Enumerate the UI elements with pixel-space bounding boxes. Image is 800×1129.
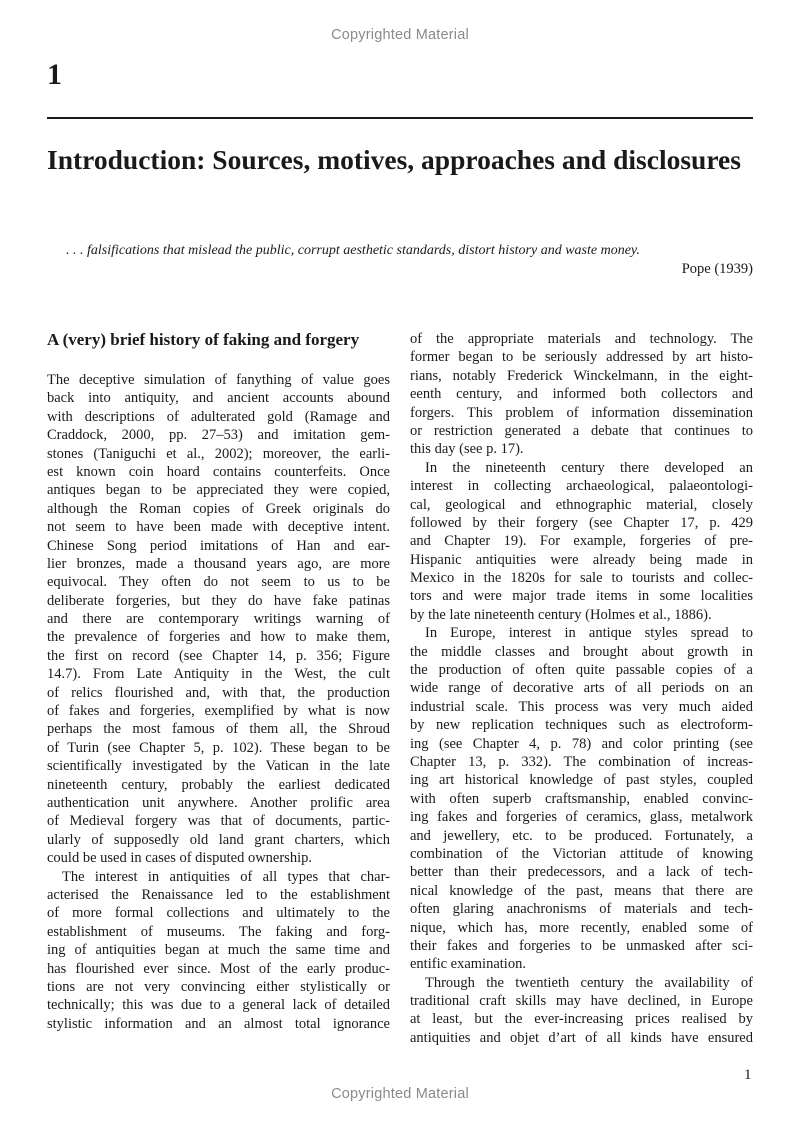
text-line: interest in collecting archaeological, palaeontologi- — [410, 478, 753, 495]
text-line: by the late nineteenth century (Holmes et al., 1886). — [410, 606, 712, 623]
text-line: Chapter 13, p. 332). The combination of increas- — [410, 753, 753, 770]
text-line: could be used in cases of disputed ownership. — [47, 850, 312, 867]
text-line: their fakes and forgeries to be unmasked after sci- — [410, 937, 753, 954]
text-line: ularly of supposedly old land grant charters, which — [47, 831, 390, 848]
text-line: and there are contemporary writings warning of — [47, 611, 390, 628]
text-line: industrial scale. This process was very much aided — [410, 698, 753, 715]
text-line: by new replication techniques such as electroform- — [410, 717, 753, 734]
text-line: former began to be seriously addressed by art histo- — [410, 349, 753, 366]
text-line: nique, which has, more recently, enabled some of — [410, 919, 753, 936]
text-line: and Chapter 19). For example, forgeries of pre- — [410, 533, 753, 550]
text-line: the production of often quite passable copies of a — [410, 662, 753, 679]
text-line: has flourished ever since. Most of the early produc- — [47, 960, 390, 977]
text-line: ing of antiquities began at much the same time and — [47, 942, 390, 959]
text-line: scientifically investigated by the Vatican in the late — [47, 758, 390, 775]
text-line: the first on record (see Chapter 14, p. 356; Figure — [47, 647, 390, 664]
text-line: In the nineteenth century there developed an — [425, 459, 753, 476]
text-line: est known coin hoard contains counterfeits. Once — [47, 463, 390, 480]
text-line: In Europe, interest in antique styles spread to — [425, 625, 753, 642]
epigraph-source: Pope (1939) — [681, 261, 753, 277]
text-line: Through the twentieth century the availability of — [425, 974, 753, 991]
section-heading: A (very) brief history of faking and forgery — [47, 330, 360, 349]
text-line: of relics flourished and, with that, the production — [47, 684, 390, 701]
text-line: or restriction generated a debate that continues to — [410, 422, 753, 439]
page-number: 1 — [744, 1067, 752, 1083]
text-line: The deceptive simulation of fanything of value goes — [47, 372, 390, 388]
epigraph-quote: . . . falsifications that mislead the public, corrupt aesthetic standards, distort history and waste money. — [66, 243, 640, 258]
text-line: followed by their forgery (see Chapter 17, p. 429 — [410, 514, 753, 531]
copyright-watermark-bottom: Copyrighted Material — [331, 1086, 469, 1102]
text-line: acterised the Renaissance led to the establishment — [47, 886, 390, 903]
text-line: nineteenth century, probably the earliest dedicated — [47, 776, 390, 793]
text-line: Chinese Song period imitations of Han and ear- — [47, 537, 390, 554]
text-line: not seem to have been made with deceptive intent. — [47, 519, 390, 536]
text-line: ing fakes and forgeries of ceramics, glass, metalwork — [410, 809, 753, 826]
text-line: with often superb craftsmanship, enabled convinc- — [410, 790, 753, 807]
text-line: The interest in antiquities of all types that char- — [62, 868, 390, 885]
chapter-divider-rule — [47, 117, 753, 119]
text-line: of the appropriate materials and technology. The — [410, 331, 753, 347]
text-line: tions are not very convincing either stylistically or — [47, 978, 390, 995]
text-line: better than their predecessors, and a lack of tech- — [410, 864, 753, 881]
text-line: back into antiquity, and ancient accounts abound — [47, 390, 390, 407]
text-line: often glaring anachronisms of materials and tech- — [410, 901, 753, 918]
text-line: stylistic information and an almost total ignorance — [47, 1015, 390, 1032]
right-column-text — [410, 330, 753, 1047]
text-line: stones (Taniguchi et al., 2002); moreover, the earli- — [47, 445, 390, 462]
text-line: wide range of decorative arts of all periods on an — [410, 680, 753, 697]
left-column-text — [47, 371, 390, 1033]
text-line: of Turin (see Chapter 5, p. 102). These began to be — [47, 739, 390, 756]
text-line: perhaps the most famous of them all, the Shroud — [47, 721, 390, 738]
text-line: Craddock, 2000, pp. 27–53) and imitation gem- — [47, 427, 390, 444]
text-line: technically; this was due to a general lack of detailed — [47, 997, 390, 1014]
text-line: Mexico in the 1820s for sale to tourists and collec- — [410, 570, 753, 587]
text-line: at least, but the ever-increasing prices realised by — [410, 1011, 753, 1028]
right-column — [410, 330, 753, 1047]
text-line: of Medieval forgery was that of documents, partic- — [47, 813, 390, 830]
text-line: antiquities and objet d’art of all kinds have ensured — [410, 1029, 753, 1046]
text-line: cal, geological and ethnographic material, closely — [410, 496, 753, 513]
text-line: establishment of museums. The faking and forg- — [47, 923, 390, 940]
text-line: forgers. This problem of information dissemination — [410, 404, 753, 421]
chapter-title: Introduction: Sources, motives, approaches and disclosures — [47, 144, 741, 175]
left-column — [47, 330, 390, 1033]
text-line: equivocal. They often do not seem to us to be — [47, 574, 390, 591]
copyright-watermark-top: Copyrighted Material — [331, 27, 469, 43]
text-line: rians, notably Frederick Winckelmann, in the eight- — [410, 367, 753, 384]
text-line: eenth century, and informed both collectors and — [410, 386, 753, 403]
text-line: the middle classes and brought about growth in — [410, 643, 753, 660]
text-line: entific examination. — [410, 956, 526, 973]
text-line: the prevalence of forgeries and how to make them, — [47, 629, 390, 646]
text-line: of more formal collections and ultimately to the — [47, 905, 390, 922]
text-line: nical knowledge of the past, means that there are — [410, 882, 753, 899]
text-line: 14.7). From Late Antiquity in the West, the cult — [47, 666, 390, 683]
text-line: with descriptions of adulterated gold (Ramage and — [47, 408, 390, 425]
text-line: lier bronzes, made a thousand years ago, are more — [47, 555, 390, 572]
text-line: deliberate forgeries, but they do have fake patinas — [47, 592, 390, 609]
text-line: traditional craft skills may have declined, in Europe — [410, 993, 753, 1010]
text-line: although the Roman copies of Greek originals do — [47, 500, 390, 517]
text-line: authentication unit anywhere. Another prolific area — [47, 794, 390, 811]
chapter-number: 1 — [47, 58, 62, 91]
text-line: and jewellery, etc. to be produced. Fortunately, a — [410, 827, 753, 844]
text-line: of fakes and forgeries, exemplified by what is now — [47, 703, 390, 720]
text-line: tors and were major trade items in some localities — [410, 588, 753, 605]
text-line: antiques began to be appreciated they were copied, — [47, 482, 390, 499]
text-line: Hispanic antiquities were already being made in — [410, 551, 753, 568]
text-line: ing (see Chapter 4, p. 78) and color printing (see — [410, 735, 753, 752]
text-line: combination of the Victorian attitude of knowing — [410, 845, 753, 862]
text-line: ing art historical knowledge of past styles, coupled — [410, 772, 753, 789]
text-line: this day (see p. 17). — [410, 441, 524, 458]
